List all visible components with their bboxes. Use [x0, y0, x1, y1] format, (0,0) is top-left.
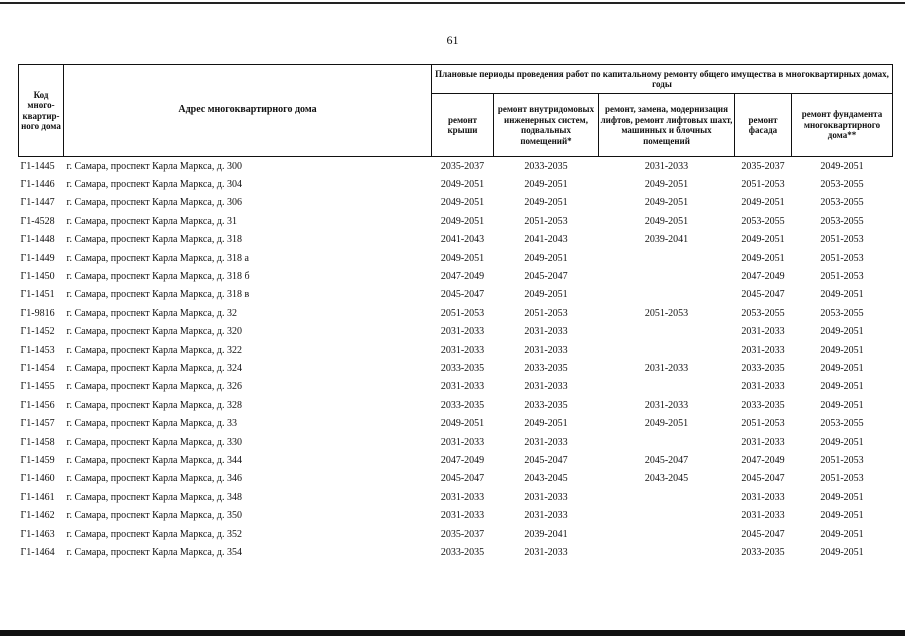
cell-elevators	[599, 378, 735, 396]
cell-code: Г1-1460	[20, 473, 55, 485]
cell-roof: 2033-2035	[440, 399, 485, 411]
cell-roof: 2031-2033	[440, 326, 485, 338]
cell-foundation: 2049-2051	[820, 344, 864, 356]
table-row	[19, 231, 893, 249]
cell-foundation: 2053-2055	[820, 197, 864, 209]
cell-facade: 2051-2053	[741, 179, 785, 191]
cell-facade: 2049-2051	[741, 197, 785, 209]
cell-roof: 2049-2051	[440, 215, 485, 227]
cell-address: г. Самара, проспект Карла Маркса, д. 328	[66, 399, 242, 411]
cell-engineering: 2041-2043	[524, 234, 568, 246]
cell-elevators	[599, 249, 735, 267]
cell-facade: 2033-2035	[741, 399, 785, 411]
header-roof: ремонт крыши	[432, 94, 494, 157]
cell-engineering: 2033-2035	[524, 362, 568, 374]
header-group: Плановые периоды проведения работ по капитальному ремонту общего имущества в многоквартирных домах, годы	[432, 65, 893, 94]
cell-elevators: 2051-2053	[644, 307, 689, 319]
cell-foundation: 2051-2053	[820, 473, 864, 485]
cell-engineering: 2049-2051	[524, 179, 568, 191]
header-elevators: ремонт, замена, модернизация лифтов, ремонт лифтовых шахт, машинных и блочных помещений	[599, 94, 735, 157]
cell-foundation: 2053-2055	[820, 179, 864, 191]
cell-elevators	[599, 506, 735, 524]
cell-facade: 2031-2033	[741, 344, 785, 356]
cell-roof: 2041-2043	[440, 234, 485, 246]
cell-engineering: 2049-2051	[524, 289, 568, 301]
cell-roof: 2031-2033	[440, 436, 485, 448]
cell-foundation: 2053-2055	[820, 215, 864, 227]
cell-roof: 2049-2051	[440, 179, 485, 191]
cell-facade: 2049-2051	[741, 234, 785, 246]
cell-foundation: 2049-2051	[820, 546, 864, 558]
table-row	[19, 323, 893, 341]
table-row	[19, 212, 893, 230]
cell-roof: 2049-2051	[440, 197, 485, 209]
cell-facade: 2031-2033	[741, 381, 785, 393]
cell-address: г. Самара, проспект Карла Маркса, д. 32	[66, 307, 237, 319]
table-row	[19, 157, 893, 176]
table-row	[19, 249, 893, 267]
cell-roof: 2031-2033	[440, 510, 485, 522]
header-address: Адрес многоквартирного дома	[64, 65, 432, 157]
cell-facade: 2033-2035	[741, 362, 785, 374]
cell-address: г. Самара, проспект Карла Маркса, д. 318 в	[66, 289, 250, 301]
cell-elevators: 2039-2041	[644, 234, 689, 246]
cell-address: г. Самара, проспект Карла Маркса, д. 304	[66, 179, 242, 191]
cell-code: Г1-1446	[20, 179, 55, 191]
cell-foundation: 2051-2053	[820, 271, 864, 283]
cell-code: Г1-1451	[20, 289, 55, 301]
cell-facade: 2045-2047	[741, 528, 785, 540]
cell-foundation: 2053-2055	[820, 418, 864, 430]
cell-code: Г1-1445	[20, 160, 55, 172]
table-row	[19, 341, 893, 359]
table-row	[19, 194, 893, 212]
cell-engineering: 2031-2033	[524, 546, 568, 558]
cell-code: Г1-1450	[20, 271, 55, 283]
table-row	[19, 286, 893, 304]
cell-address: г. Самара, проспект Карла Маркса, д. 326	[66, 381, 242, 393]
cell-address: г. Самара, проспект Карла Маркса, д. 33	[66, 418, 237, 430]
cell-roof: 2047-2049	[440, 454, 485, 466]
cell-foundation: 2053-2055	[820, 307, 864, 319]
cell-roof: 2033-2035	[440, 546, 485, 558]
table-row	[19, 414, 893, 432]
cell-code: Г1-1455	[20, 381, 55, 393]
cell-facade: 2053-2055	[741, 307, 785, 319]
cell-engineering: 2031-2033	[524, 344, 568, 356]
cell-code: Г1-1448	[20, 234, 55, 246]
cell-facade: 2031-2033	[741, 510, 785, 522]
cell-facade: 2049-2051	[741, 252, 785, 264]
cell-foundation: 2049-2051	[820, 362, 864, 374]
cell-foundation: 2049-2051	[820, 528, 864, 540]
cell-foundation: 2049-2051	[820, 326, 864, 338]
table-body	[19, 157, 893, 562]
cell-roof: 2035-2037	[440, 160, 485, 172]
cell-code: Г1-1449	[20, 252, 55, 264]
cell-address: г. Самара, проспект Карла Маркса, д. 346	[66, 473, 242, 485]
cell-roof: 2031-2033	[440, 381, 485, 393]
cell-elevators	[599, 341, 735, 359]
table-row	[19, 304, 893, 322]
cell-code: Г1-1456	[20, 399, 55, 411]
cell-code: Г1-1463	[20, 528, 55, 540]
cell-code: Г1-1447	[20, 197, 55, 209]
cell-roof: 2031-2033	[440, 491, 485, 503]
cell-address: г. Самара, проспект Карла Маркса, д. 348	[66, 491, 242, 503]
cell-engineering: 2049-2051	[524, 252, 568, 264]
cell-elevators	[599, 543, 735, 561]
table-row	[19, 470, 893, 488]
cell-elevators	[599, 286, 735, 304]
cell-foundation: 2049-2051	[820, 160, 864, 172]
cell-facade: 2031-2033	[741, 491, 785, 503]
top-rule	[0, 2, 905, 4]
table-row	[19, 359, 893, 377]
table-row	[19, 488, 893, 506]
cell-address: г. Самара, проспект Карла Маркса, д. 350	[66, 510, 242, 522]
header-code: Код много-квартир-ного дома	[19, 65, 64, 157]
table-row	[19, 433, 893, 451]
cell-engineering: 2049-2051	[524, 418, 568, 430]
cell-engineering: 2045-2047	[524, 271, 568, 283]
cell-foundation: 2049-2051	[820, 436, 864, 448]
cell-foundation: 2049-2051	[820, 491, 864, 503]
cell-facade: 2045-2047	[741, 289, 785, 301]
cell-facade: 2031-2033	[741, 436, 785, 448]
table-row	[19, 267, 893, 285]
cell-elevators: 2031-2033	[644, 399, 689, 411]
cell-address: г. Самара, проспект Карла Маркса, д. 322	[66, 344, 242, 356]
bottom-rule	[0, 630, 905, 636]
cell-foundation: 2051-2053	[820, 234, 864, 246]
cell-engineering: 2045-2047	[524, 454, 568, 466]
table-row	[19, 396, 893, 414]
cell-code: Г1-9816	[20, 307, 55, 319]
cell-code: Г1-1459	[20, 454, 55, 466]
cell-engineering: 2033-2035	[524, 399, 568, 411]
cell-elevators: 2043-2045	[644, 473, 689, 485]
cell-address: г. Самара, проспект Карла Маркса, д. 31	[66, 215, 237, 227]
header-engineering: ремонт внутридомовых инженерных систем, подвальных помещений*	[494, 94, 599, 157]
cell-code: Г1-1458	[20, 436, 55, 448]
cell-roof: 2045-2047	[440, 289, 485, 301]
cell-elevators	[599, 488, 735, 506]
cell-roof: 2035-2037	[440, 528, 485, 540]
repair-schedule-table	[18, 64, 893, 562]
cell-code: Г1-1453	[20, 344, 55, 356]
cell-engineering: 2051-2053	[524, 307, 568, 319]
cell-code: Г1-1464	[20, 546, 55, 558]
table-row	[19, 525, 893, 543]
cell-address: г. Самара, проспект Карла Маркса, д. 306	[66, 197, 242, 209]
cell-roof: 2051-2053	[440, 307, 485, 319]
cell-facade: 2031-2033	[741, 326, 785, 338]
cell-facade: 2035-2037	[741, 160, 785, 172]
cell-facade: 2051-2053	[741, 418, 785, 430]
cell-code: Г1-1462	[20, 510, 55, 522]
table-row	[19, 175, 893, 193]
cell-elevators: 2049-2051	[644, 179, 689, 191]
cell-roof: 2031-2033	[440, 344, 485, 356]
cell-code: Г1-1454	[20, 362, 55, 374]
cell-address: г. Самара, проспект Карла Маркса, д. 318 б	[66, 271, 250, 283]
cell-address: г. Самара, проспект Карла Маркса, д. 352	[66, 528, 242, 540]
cell-engineering: 2049-2051	[524, 197, 568, 209]
table-row	[19, 378, 893, 396]
cell-address: г. Самара, проспект Карла Маркса, д. 330	[66, 436, 242, 448]
cell-address: г. Самара, проспект Карла Маркса, д. 320	[66, 326, 242, 338]
cell-roof: 2049-2051	[440, 252, 485, 264]
cell-elevators: 2049-2051	[644, 418, 689, 430]
cell-elevators: 2031-2033	[644, 160, 689, 172]
cell-engineering: 2033-2035	[524, 160, 568, 172]
cell-engineering: 2031-2033	[524, 381, 568, 393]
table-row	[19, 506, 893, 524]
cell-facade: 2047-2049	[741, 454, 785, 466]
cell-elevators: 2031-2033	[644, 362, 689, 374]
table-row	[19, 543, 893, 561]
cell-engineering: 2031-2033	[524, 326, 568, 338]
cell-elevators: 2049-2051	[644, 197, 689, 209]
cell-code: Г1-4528	[20, 215, 55, 227]
cell-foundation: 2049-2051	[820, 399, 864, 411]
cell-facade: 2045-2047	[741, 473, 785, 485]
cell-address: г. Самара, проспект Карла Маркса, д. 324	[66, 362, 242, 374]
cell-address: г. Самара, проспект Карла Маркса, д. 318	[66, 234, 242, 246]
cell-engineering: 2031-2033	[524, 491, 568, 503]
cell-code: Г1-1452	[20, 326, 55, 338]
cell-roof: 2045-2047	[440, 473, 485, 485]
cell-elevators: 2049-2051	[644, 215, 689, 227]
cell-code: Г1-1461	[20, 491, 55, 503]
cell-address: г. Самара, проспект Карла Маркса, д. 318 а	[66, 252, 249, 264]
header-foundation: ремонт фундамента многоквартирного дома**	[792, 94, 893, 157]
cell-engineering: 2039-2041	[524, 528, 568, 540]
cell-engineering: 2031-2033	[524, 436, 568, 448]
cell-foundation: 2049-2051	[820, 381, 864, 393]
cell-engineering: 2043-2045	[524, 473, 568, 485]
cell-foundation: 2051-2053	[820, 454, 864, 466]
cell-code: Г1-1457	[20, 418, 55, 430]
cell-roof: 2033-2035	[440, 362, 485, 374]
cell-roof: 2049-2051	[440, 418, 485, 430]
cell-facade: 2047-2049	[741, 271, 785, 283]
cell-elevators	[599, 433, 735, 451]
table-row	[19, 451, 893, 469]
cell-elevators	[599, 323, 735, 341]
cell-address: г. Самара, проспект Карла Маркса, д. 344	[66, 454, 242, 466]
cell-address: г. Самара, проспект Карла Маркса, д. 300	[66, 160, 242, 172]
cell-engineering: 2031-2033	[524, 510, 568, 522]
page-number: 61	[446, 33, 459, 47]
cell-elevators	[599, 267, 735, 285]
header-facade: ремонт фасада	[735, 94, 792, 157]
cell-foundation: 2049-2051	[820, 510, 864, 522]
cell-elevators	[599, 525, 735, 543]
cell-foundation: 2051-2053	[820, 252, 864, 264]
cell-roof: 2047-2049	[440, 271, 485, 283]
cell-facade: 2033-2035	[741, 546, 785, 558]
cell-foundation: 2049-2051	[820, 289, 864, 301]
cell-facade: 2053-2055	[741, 215, 785, 227]
cell-elevators: 2045-2047	[644, 454, 689, 466]
cell-address: г. Самара, проспект Карла Маркса, д. 354	[66, 546, 242, 558]
cell-engineering: 2051-2053	[524, 215, 568, 227]
